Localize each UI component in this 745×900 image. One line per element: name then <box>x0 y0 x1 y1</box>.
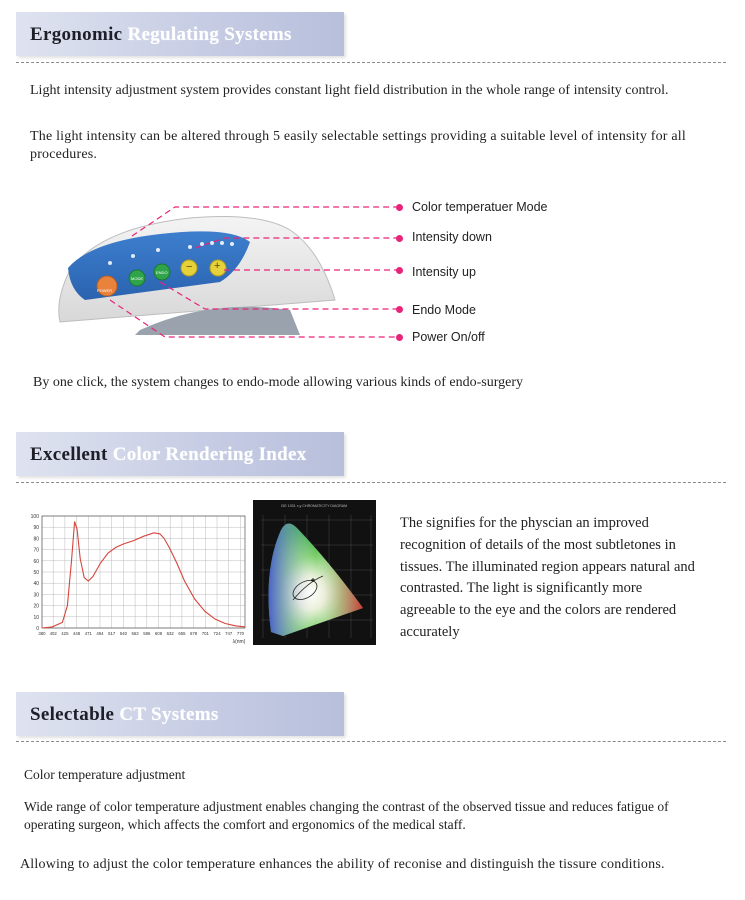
x-tick-label: 632 <box>166 631 174 636</box>
x-tick-label: 471 <box>84 631 92 636</box>
section-divider <box>16 482 726 483</box>
x-tick-label: 402 <box>49 631 57 636</box>
y-tick-label: 50 <box>33 570 39 576</box>
x-tick-label: 563 <box>131 631 139 636</box>
y-tick-label: 40 <box>33 581 39 588</box>
x-tick-label: 770 <box>236 631 245 636</box>
banner-title-dark: Excellent <box>30 444 108 465</box>
section-banner-ct <box>16 692 344 736</box>
x-tick-label: 540 <box>119 631 127 636</box>
x-tick-label: 448 <box>73 631 81 636</box>
banner-title-light: Color Rendering Index <box>112 444 307 465</box>
mode-button-label: MODE <box>131 276 143 281</box>
ct-paragraph-1: Color temperature adjustment <box>24 767 186 782</box>
y-tick-label: 30 <box>33 592 39 599</box>
callout-dot <box>396 267 403 274</box>
y-tick-label: 90 <box>33 525 39 532</box>
banner-title-dark: Selectable <box>30 704 115 725</box>
callout-dot <box>396 306 403 313</box>
section-banner-cri <box>16 432 344 476</box>
ct-paragraph-2: Wide range of color temperature adjustment enables changing the contrast of the observed tissue and reduces fatigue of operating surgeon, which affects the comfort and ergonomics of the medical staff. <box>24 799 669 832</box>
callout-color-temp-mode: Color temperatuer Mode <box>412 200 548 214</box>
banner-title-dark: Ergonomic <box>30 24 123 45</box>
chromaticity-header: CIE 1931 x,y CHROMATICITY DIAGRAM <box>280 504 348 508</box>
callout-lines <box>0 0 745 360</box>
chromaticity-diagram <box>253 500 376 645</box>
x-tick-label: 678 <box>190 631 198 636</box>
callout-dot <box>396 235 403 242</box>
x-axis-label: λ(nm) <box>232 639 246 645</box>
callout-intensity-up: Intensity up <box>412 265 476 279</box>
spectrum-chart <box>20 510 250 650</box>
x-tick-label: 380 <box>38 631 46 636</box>
y-tick-label: 100 <box>30 514 39 520</box>
y-tick-label: 70 <box>33 547 39 554</box>
x-tick-label: 425 <box>61 631 69 636</box>
power-button-label: POWER <box>97 288 113 293</box>
y-tick-label: 10 <box>33 614 39 621</box>
x-tick-label: 701 <box>201 631 209 636</box>
ergonomic-paragraph-3: By one click, the system changes to endo-mode allowing various kinds of endo-surgery <box>33 375 524 390</box>
banner-title-light: Regulating Systems <box>127 24 292 45</box>
x-tick-label: 724 <box>213 631 221 636</box>
x-tick-label: 494 <box>96 631 104 636</box>
x-tick-label: 586 <box>143 631 151 636</box>
ergonomic-paragraph-1: Light intensity adjustment system provides constant light field distribution in the whole range of intensity control. <box>30 83 669 98</box>
cri-description: The signifies for the physcian an improved recognition of details of the most subtletones in tissues. The illuminated region appears natural and contrasted. The light is significantly more agreeable to the eye and the colors are rendered accurately <box>400 515 695 640</box>
plus-button-label: + <box>214 260 221 272</box>
series-line <box>42 522 245 628</box>
x-tick-label: 609 <box>154 631 163 636</box>
section-divider <box>16 741 726 742</box>
x-tick-label: 517 <box>108 631 116 636</box>
y-tick-label: 60 <box>33 558 39 565</box>
y-tick-label: 80 <box>33 536 39 543</box>
ct-paragraph-3: Allowing to adjust the color temperature enhances the ability of reconise and distinguish the tissure conditions. <box>20 857 665 872</box>
callout-power: Power On/off <box>412 330 485 344</box>
x-tick-label: 747 <box>225 631 233 636</box>
callout-intensity-down: Intensity down <box>412 230 492 244</box>
minus-button-label: − <box>186 261 193 273</box>
callout-dot <box>396 334 403 341</box>
endo-button-label: ENDO <box>156 270 168 275</box>
y-tick-label: 20 <box>33 603 39 610</box>
callout-dot <box>396 204 403 211</box>
callout-endo-mode: Endo Mode <box>412 303 476 317</box>
y-tick-label: 0 <box>36 626 39 632</box>
x-tick-label: 655 <box>178 631 186 636</box>
ergonomic-paragraph-2: The light intensity can be altered through 5 easily selectable settings providing a suitable level of intensity for all procedures. <box>30 129 686 162</box>
banner-title-light: CT Systems <box>119 704 219 725</box>
